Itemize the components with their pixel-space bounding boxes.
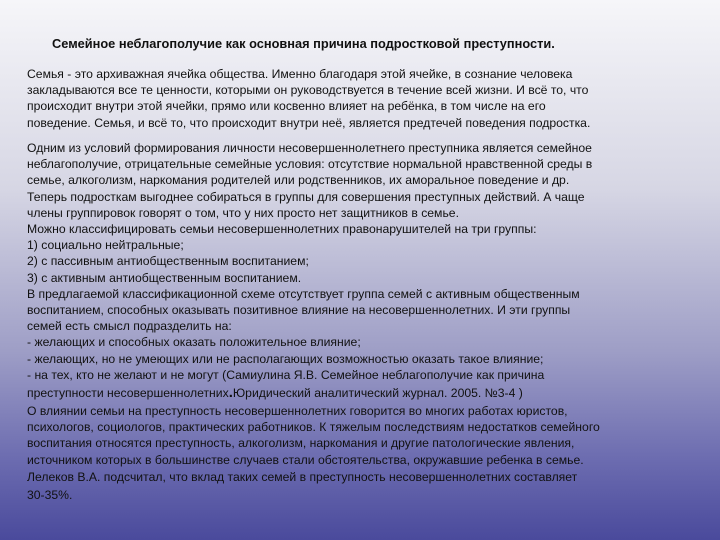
text-line: происходит внутри этой ячейки, прямо или косвенно влияет на ребёнка, в том числе на его — [27, 99, 546, 114]
text-line: Можно классифицировать семьи несовершеннолетних правонарушителей на три группы: — [27, 222, 537, 237]
citation-line — [27, 383, 697, 403]
text-line: воспитанием, способных оказывать позитивное влияние на несовершеннолетних. И эти группы — [27, 303, 571, 318]
text-line: О влиянии семьи на преступность несовершеннолетних говорится во многих работах юристов, — [27, 404, 568, 419]
text-line: воспитания относятся преступность, алкоголизм, наркомания и другие патологические явления, — [27, 436, 575, 451]
text-line: Семья - это архиважная ячейка общества. Именно благодаря этой ячейке, в сознание человека — [27, 67, 573, 81]
citation-dot: . — [228, 384, 233, 402]
text-line: семей есть смысл подразделить на: — [27, 319, 232, 334]
text-line: члены группировок говорят о том, что у них просто нет защитников в семье. — [27, 205, 459, 220]
text-line: семье, алкоголизм, наркомания родителей или родственников, их аморальное поведение и др. — [27, 173, 570, 188]
text-line: В предлагаемой классификационной схеме отсутствует группа семей с активным общественным — [27, 286, 580, 301]
text-line: поведение. Семья, и всё то, что происходит внутри неё, является предтечей поведения подростка. — [27, 115, 591, 130]
list-item: 2) с пассивным антиобщественным воспитанием; — [27, 254, 309, 269]
text-line: психологов, социологов, практических работников. К тяжелым последствиям недостатков семейного — [27, 420, 600, 435]
text-line: Теперь подросткам выгоднее собираться в группы для совершения преступных действий. А чаще — [27, 189, 585, 204]
text-line: Лелеков В.А. подсчитал, что вклад таких семей в преступность несовершеннолетних составляет — [27, 469, 578, 484]
citation-end: Юридический аналитический журнал. 2005. №3-4 ) — [232, 386, 523, 401]
list-item: 1) социально нейтральные; — [27, 238, 184, 253]
citation-start: преступности несовершеннолетних — [27, 386, 229, 401]
text-line: Одним из условий формирования личности несовершеннолетнего преступника является семейное — [27, 141, 592, 155]
text-line: 30-35%. — [27, 487, 73, 502]
list-item: 3) с активным антиобщественным воспитанием. — [27, 270, 302, 285]
list-item: - желающих и способных оказать положительное влияние; — [27, 335, 361, 350]
slide-title: Семейное неблагополучие как основная причина подростковой преступности. — [52, 36, 555, 51]
text-line: закладываются все те ценности, которыми он руководствуется в течение всей жизни. И всё то, что — [27, 83, 589, 98]
intro-paragraph — [27, 66, 697, 131]
list-item: - желающих, но не умеющих или не располагающих возможностью оказать такое влияние; — [27, 351, 544, 366]
main-paragraph — [27, 140, 697, 503]
text-line: неблагополучие, отрицательные семейные условия: отсутствие нормальной нравственной среды в — [27, 157, 593, 172]
text-line: источником которых в большинстве случаев стали обстоятельства, окружавшие ребенка в семье. — [27, 452, 584, 467]
list-item: - на тех, кто не желают и не могут (Самиулина Я.В. Семейное неблагополучие как причина — [27, 367, 545, 382]
